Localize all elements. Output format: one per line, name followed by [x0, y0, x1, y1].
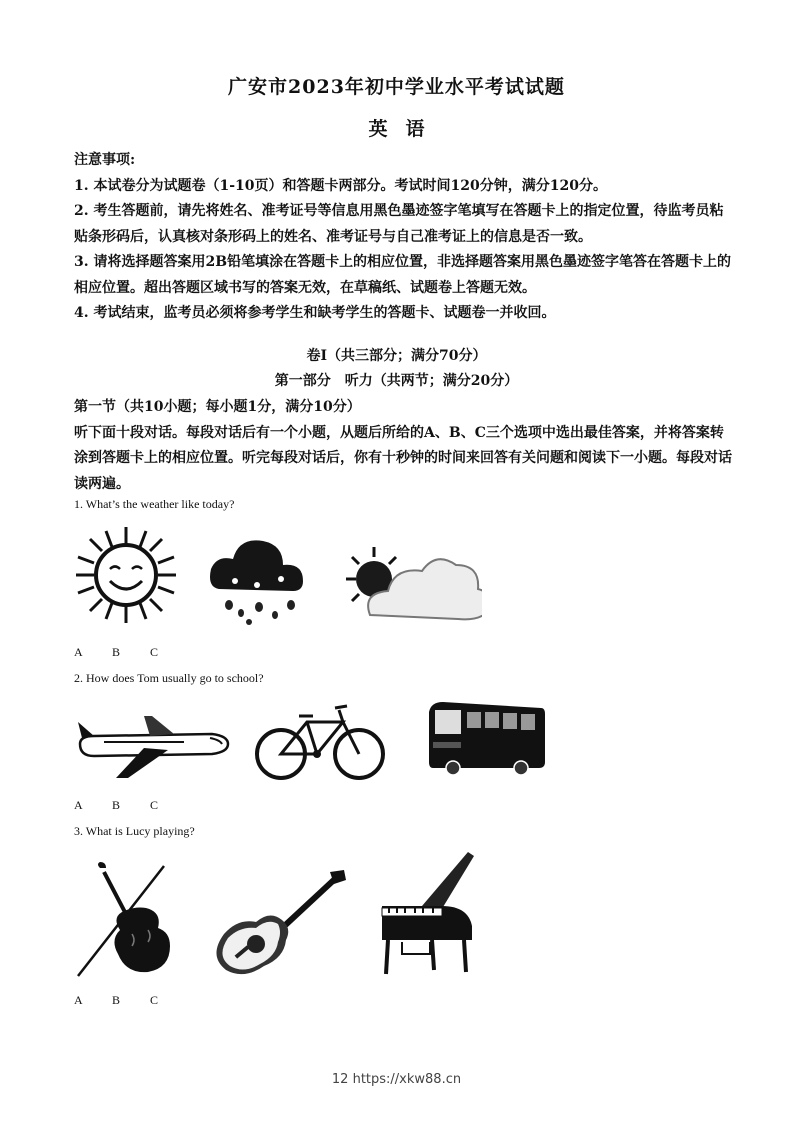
note-item: 1. 本试卷分为试题卷（1-10页）和答题卡两部分。考试时间120分钟，满分120分。 [74, 177, 607, 194]
option-b[interactable]: B [112, 993, 121, 1007]
subject-char-2: 语 [405, 118, 425, 140]
option-b[interactable]: B [112, 645, 121, 659]
exam-notes [74, 148, 734, 327]
exam-title: 广安市2023年初中学业水平考试试题 [228, 76, 565, 98]
volume-heading: 卷Ⅰ（共三部分；满分70分） [306, 348, 487, 364]
sun-cloud-icon [340, 545, 482, 627]
page-footer: 12 https://xkw88.cn [331, 1072, 462, 1087]
bus-icon [425, 698, 547, 776]
option-b[interactable]: B [112, 798, 121, 812]
option-a[interactable]: A [74, 645, 83, 659]
piano-icon [378, 850, 478, 976]
guitar-icon [210, 868, 348, 976]
violin-icon [72, 862, 182, 980]
notes-heading: 注意事项: [74, 152, 136, 168]
section-heading: 第一节（共10小题；每小题1分，满分10分） [74, 399, 361, 415]
sun-icon [72, 525, 180, 625]
question-3: 3. What is Lucy playing? [74, 824, 195, 838]
airplane-icon [74, 714, 230, 780]
rain-cloud-icon [205, 527, 310, 627]
section-block [74, 395, 734, 497]
option-a[interactable]: A [74, 993, 83, 1007]
part-heading: 第一部分 听力（共两节；满分20分） [274, 373, 519, 389]
options-q2 [74, 798, 188, 813]
option-c[interactable]: C [150, 798, 159, 812]
option-c[interactable]: C [150, 645, 159, 659]
options-q3 [74, 993, 188, 1008]
bicycle-icon [255, 702, 385, 782]
option-a[interactable]: A [74, 798, 83, 812]
section-instructions: 听下面十段对话。每段对话后有一个小题，从题后所给的A、B、C三个选项中选出最佳答案，并将答案转涂到答题卡上的相应位置。听完每段对话后，你有十秒钟的时间来回答有关问题和阅读下一小题。每段对话读两遍。 [74, 424, 732, 492]
note-item: 2. 考生答题前，请先将姓名、准考证号等信息用黑色墨迹签字笔填写在答题卡上的指定位置，待监考员粘贴条形码后，认真核对条形码上的姓名、准考证号与自己准考证上的信息是否一致。 [74, 203, 724, 245]
subject-title [0, 114, 793, 141]
options-q1 [74, 645, 188, 660]
option-c[interactable]: C [150, 993, 159, 1007]
question-2: 2. How does Tom usually go to school? [74, 671, 264, 685]
subject-char-1: 英 [368, 118, 388, 140]
note-item: 3. 请将选择题答案用2B铅笔填涂在答题卡上的相应位置，非选择题答案用黑色墨迹签字笔答在答题卡上的相应位置。超出答题区域书写的答案无效，在草稿纸、试题卷上答题无效。 [74, 254, 732, 296]
question-1: 1. What’s the weather like today? [74, 497, 235, 511]
note-item: 4. 考试结束，监考员必须将参考学生和缺考学生的答题卡、试题卷一并收回。 [74, 305, 556, 321]
